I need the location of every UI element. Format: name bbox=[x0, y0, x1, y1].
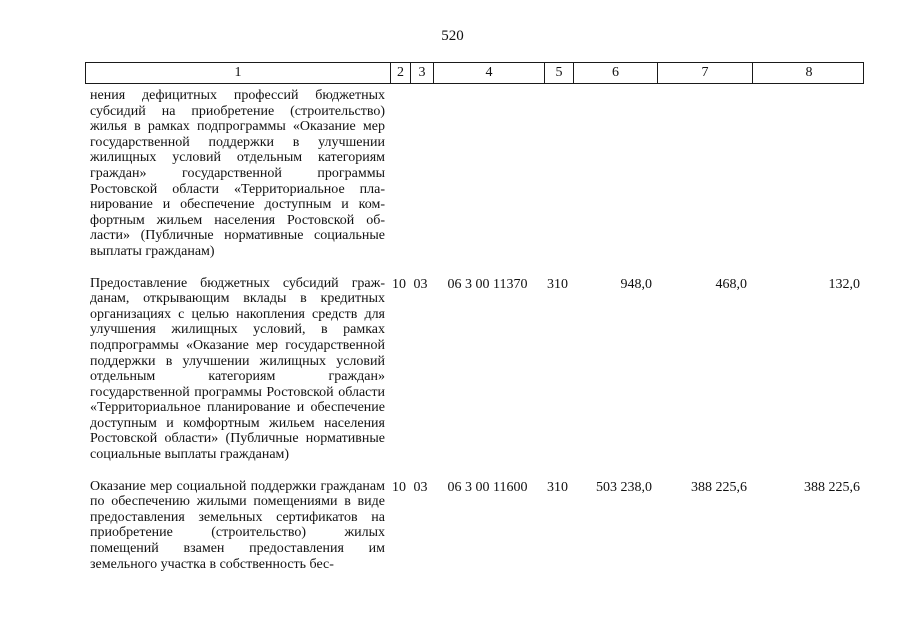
page-number: 520 bbox=[441, 28, 464, 44]
column-header-6: 6 bbox=[573, 63, 657, 83]
row-target-article-code bbox=[432, 86, 543, 260]
row-subsection-code: 03 bbox=[413, 479, 428, 495]
table-header bbox=[85, 62, 864, 84]
row-amount-3: 132,0 bbox=[828, 276, 860, 292]
table-row bbox=[85, 479, 864, 573]
row-amount-1 bbox=[572, 86, 656, 260]
table-row bbox=[85, 276, 864, 463]
row-expense-type-code bbox=[543, 86, 572, 260]
row-section-code: 10 bbox=[392, 276, 406, 292]
row-amount-3 bbox=[751, 86, 864, 260]
row-amount-3: 388 225,6 bbox=[804, 479, 860, 495]
column-header-2: 2 bbox=[390, 63, 410, 83]
column-header-8: 8 bbox=[752, 63, 865, 83]
row-section-code bbox=[389, 86, 409, 260]
row-expense-type-code: 310 bbox=[547, 479, 568, 495]
row-expense-type-code: 310 bbox=[547, 276, 568, 292]
row-target-article-code: 06 3 00 11370 bbox=[447, 276, 528, 292]
row-description: Предоставление бюджетных субсидий гражданам, открывающим вклады в кредитных организациях с целью накопления средств для улучшения жилищных условий, в рамках подпрограммы «Оказание мер государственной поддержки в улучшении жилищных условий отдельным категориям граждан» государственной программы Ростовской области «Территориальное планирование и обеспечение доступным и комфортным жильем населения Ростовской области» (Публичные нормативные социальные выплаты гражданам) bbox=[90, 275, 385, 463]
table-body bbox=[85, 86, 864, 572]
row-subsection-code: 03 bbox=[413, 276, 428, 292]
column-header-7: 7 bbox=[657, 63, 752, 83]
column-header-1: 1 bbox=[234, 65, 242, 80]
table-row bbox=[85, 86, 864, 260]
column-header-4: 4 bbox=[433, 63, 544, 83]
row-description: Оказание мер социальной поддержки гражданам по обеспечению жилыми помещениями в виде предоставления земельных сертификатов на приобретение (строительство) жилых помещений взамен предоставления им земельного участка в собственность бес- bbox=[90, 478, 385, 572]
row-amount-2: 388 225,6 bbox=[691, 479, 747, 495]
row-amount-2: 468,0 bbox=[715, 276, 747, 292]
row-amount-1: 503 238,0 bbox=[596, 479, 652, 495]
row-amount-2 bbox=[656, 86, 751, 260]
row-section-code: 10 bbox=[392, 479, 406, 495]
row-description: нения дефицитных профессий бюджетных субсидий на приобретение (строительство) жилья в рамках подпрограммы «Оказание мер государственной поддержки в улучшении жилищных условий отдельным категориям граждан» государственной программы Ростовской области «Территориальное планирование и обеспечение доступным и комфортным жильем населения Ростовской области» (Публичные нормативные социальные выплаты гражданам) bbox=[90, 88, 385, 259]
column-header-3: 3 bbox=[410, 63, 433, 83]
row-target-article-code: 06 3 00 11600 bbox=[447, 479, 528, 495]
row-subsection-code bbox=[409, 86, 432, 260]
column-header-5: 5 bbox=[544, 63, 573, 83]
row-amount-1: 948,0 bbox=[620, 276, 652, 292]
